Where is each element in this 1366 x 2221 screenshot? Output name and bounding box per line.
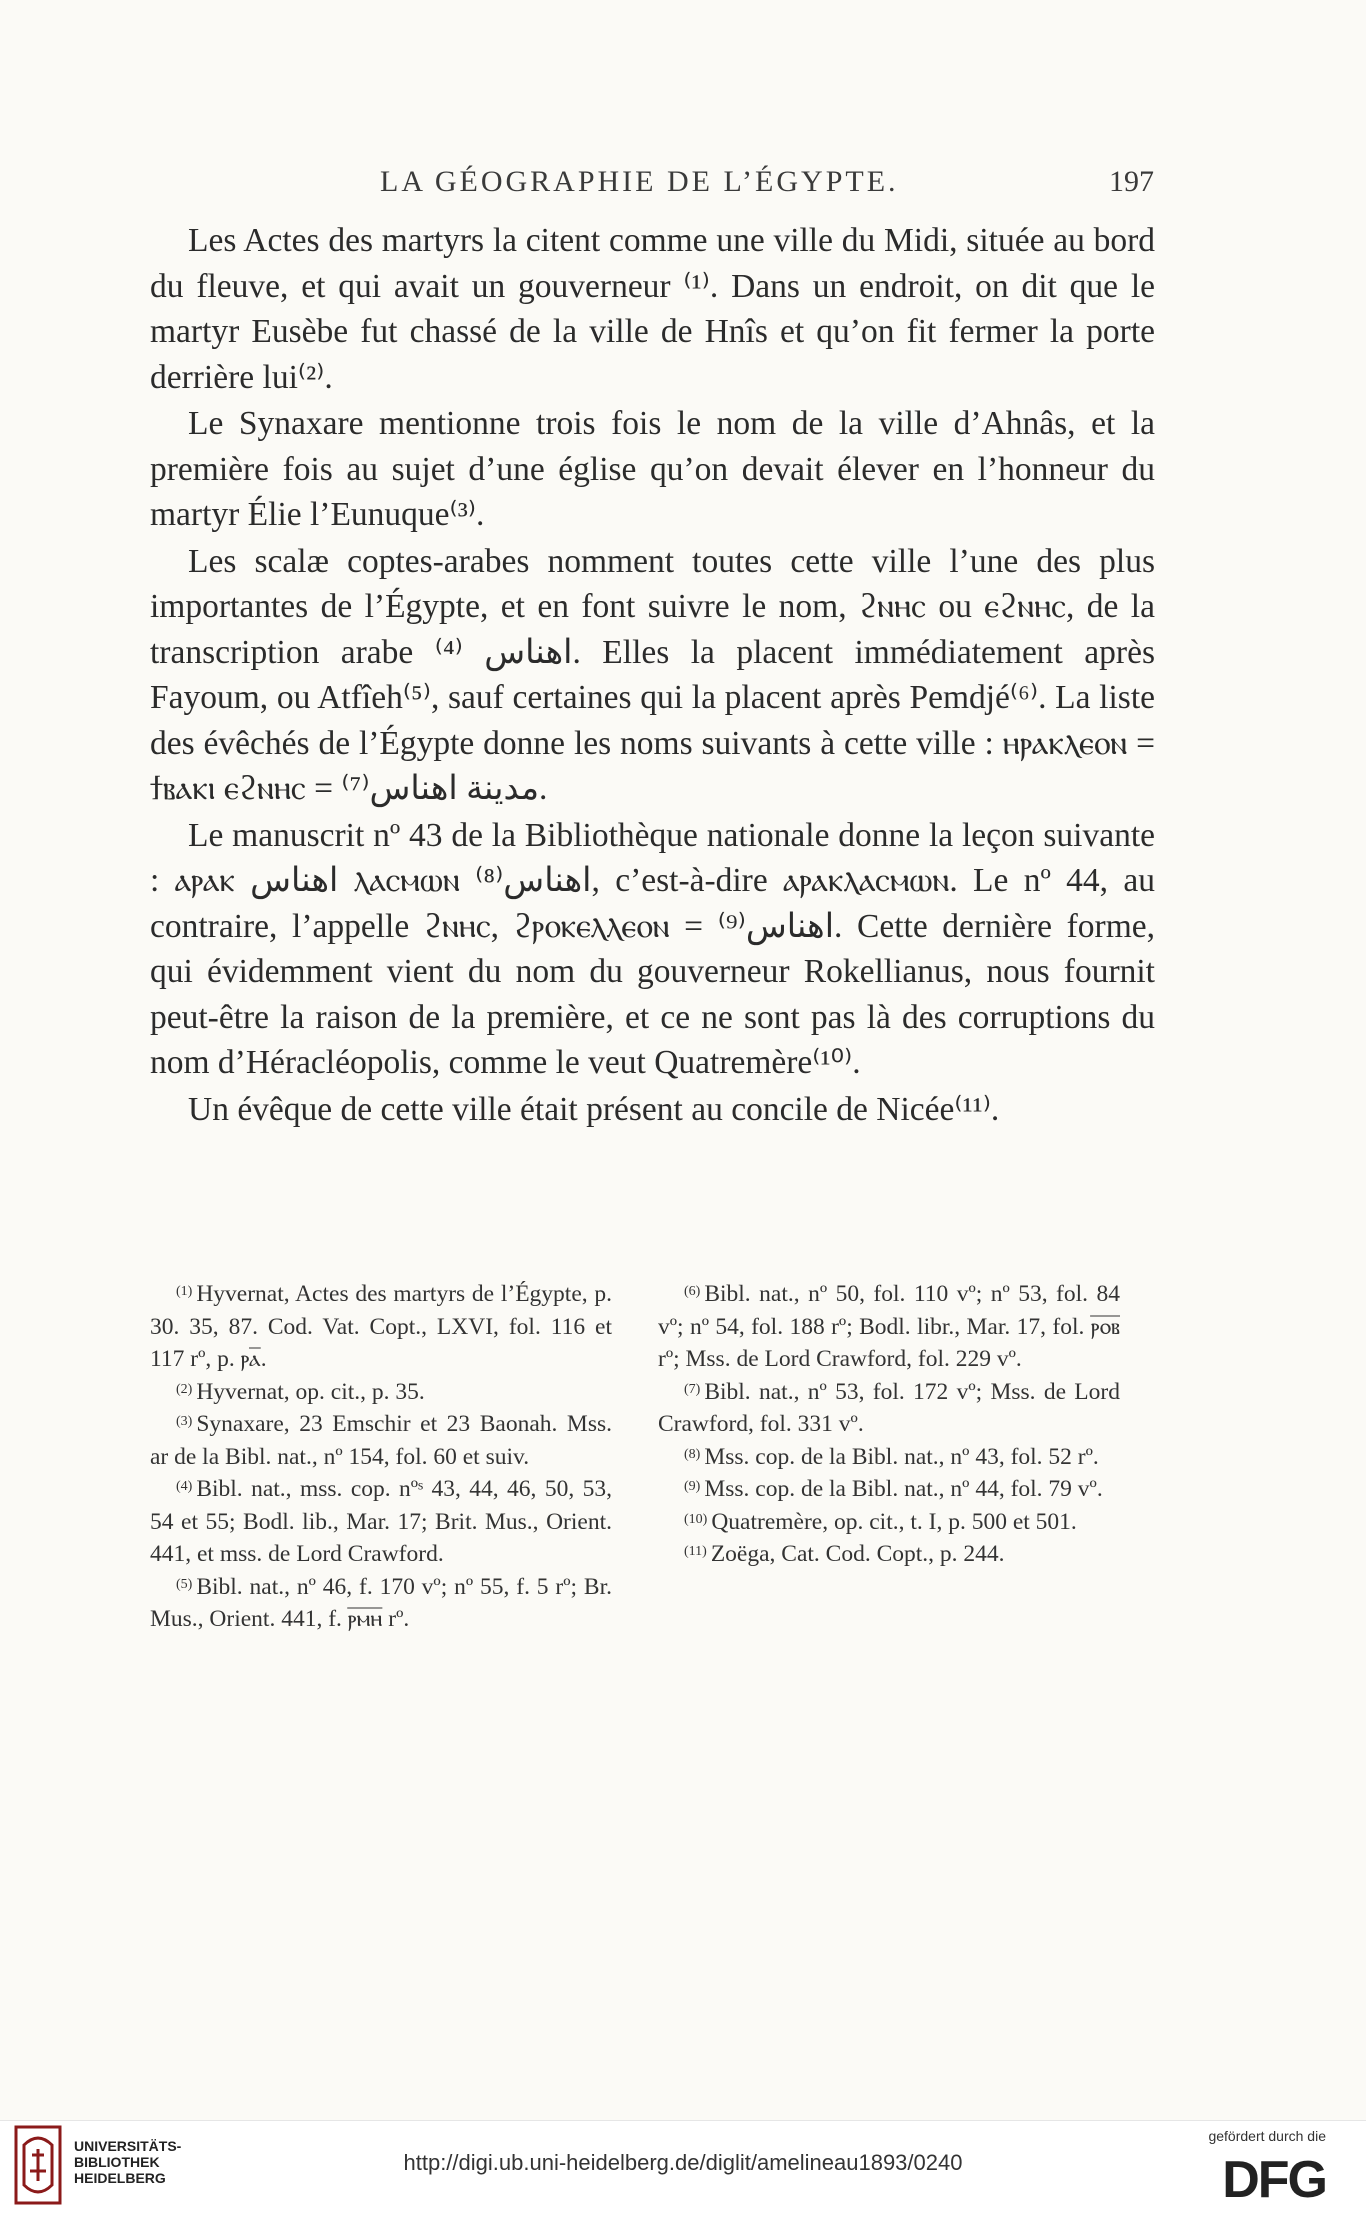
permalink[interactable]: http://digi.ub.uni-heidelberg.de/diglit/amelineau1893/0240: [403, 2150, 963, 2175]
paragraph: Le manuscrit nº 43 de la Bibliothèque nationale donne la leçon suivante : ⲁⲣⲁⲕ اهناس ⲗⲁⲥⲙⲱⲛ اهناس⁽⁸⁾, c’est-à-dire ⲁⲣⲁⲕⲗⲁⲥⲙⲱⲛ. Le nº 44, au contraire, l’appelle ϩⲛⲏⲥ, ϩⲣⲟⲕⲉⲗⲗⲉⲟⲛ = اهناس⁽⁹⁾. Cette dernière forme, qui évidemment vient du nom du gouverneur Rokellianus, nous fournit peut-être la raison de la première, et ce ne sont pas là des corruptions du nom d’Héracléopolis, comme le veut Quatremère⁽¹⁰⁾.: [150, 816, 1155, 1081]
library-name: UNIVERSITÄTS- BIBLIOTHEK HEIDELBERG: [74, 2138, 182, 2186]
footnote: $^{(3)}$ Synaxare, 23 Emschir et 23 Baonah. Mss. ar de la Bibl. nat., nº 154, fol. 60 et suiv.: [150, 1411, 612, 1470]
page-number: 197: [1109, 165, 1154, 198]
footnote: $^{(6)}$ Bibl. nat., nº 50, fol. 110 vº; nº 53, fol. 84 vº; nº 54, fol. 188 rº; Bodl. libr., Mar. 17, fol. ⲣ̅ⲟ̅ⲃ̅ rº; Mss. de Lord Crawford, fol. 229 vº.: [658, 1281, 1120, 1372]
footnote: $^{(1)}$ Hyvernat, Actes des martyrs de l’Égypte, p. 30. 35, 87. Cod. Vat. Copt., LXVI, fol. 116 et 117 rº, p. ⲣⲁ̅.: [150, 1281, 612, 1372]
paragraph: Les scalæ coptes-arabes nomment toutes cette ville l’une des plus importantes de l’Égypte, et en font suivre le nom, ϩⲛⲏⲥ ou ⲉϩⲛⲏⲥ, de la transcription arabe اهناس ⁽⁴⁾. Elles la placent immédiatement après Fayoum, ou Atfîeh⁽⁵⁾, sauf certaines qui la placent après Pemdjé⁽⁶⁾. La liste des évêchés de l’Égypte donne les noms suivants à cette ville : ⲏⲣⲁⲕⲗⲉⲟⲛ = ϯⲃⲁⲕⲓ ⲉϩⲛⲏⲥ = مدينة اهناس⁽⁷⁾.: [150, 542, 1155, 807]
footnote: $^{(8)}$ Mss. cop. de la Bibl. nat., nº 43, fol. 52 rº.: [684, 1443, 1099, 1470]
footnote: $^{(5)}$ Bibl. nat., nº 46, f. 170 vº; nº 55, f. 5 rº; Br. Mus., Orient. 441, f. ⲣ̅ⲙ̅ⲏ̅ rº.: [150, 1573, 612, 1632]
paragraph: Le Synaxare mentionne trois fois le nom de la ville d’Ahnâs, et la première fois au sujet d’une église qu’on devait élever en l’honneur du martyr Élie l’Eunuque⁽³⁾.: [150, 405, 1155, 533]
running-head: [150, 165, 1154, 205]
page-title: LA GÉOGRAPHIE DE L’ÉGYPTE.: [380, 165, 899, 198]
footnote: $^{(7)}$ Bibl. nat., nº 53, fol. 172 vº; Mss. de Lord Crawford, fol. 331 vº.: [658, 1378, 1120, 1437]
footnotes-left-column: [150, 1278, 612, 1636]
main-text: [150, 218, 1155, 1132]
footnote: $^{(10)}$ Quatremère, op. cit., t. I, p. 500 et 501.: [684, 1508, 1077, 1535]
footnotes-right-column: [658, 1278, 1120, 1571]
funding-note: gefördert durch die: [1208, 2128, 1326, 2144]
dfg-logo: DFG: [1222, 2151, 1326, 2209]
footnote: $^{(9)}$ Mss. cop. de la Bibl. nat., nº 44, fol. 79 vº.: [684, 1476, 1103, 1502]
footnote: $^{(11)}$ Zoëga, Cat. Cod. Copt., p. 244.: [684, 1541, 1005, 1567]
paragraph: Les Actes des martyrs la citent comme une ville du Midi, située au bord du fleuve, et qui avait un gouverneur ⁽¹⁾. Dans un endroit, on dit que le martyr Eusèbe fut chassé de la ville de Hnîs et qu’on fit fermer la porte derrière lui⁽²⁾.: [150, 222, 1155, 396]
footnote: $^{(2)}$ Hyvernat, op. cit., p. 35.: [176, 1378, 425, 1405]
paragraph: Un évêque de cette ville était présent au concile de Nicée⁽¹¹⁾.: [188, 1090, 1000, 1128]
footnote: $^{(4)}$ Bibl. nat., mss. cop. nºˢ 43, 44, 46, 50, 53, 54 et 55; Bodl. lib., Mar. 17; Brit. Mus., Orient. 441, et mss. de Lord Crawford.: [150, 1476, 612, 1567]
